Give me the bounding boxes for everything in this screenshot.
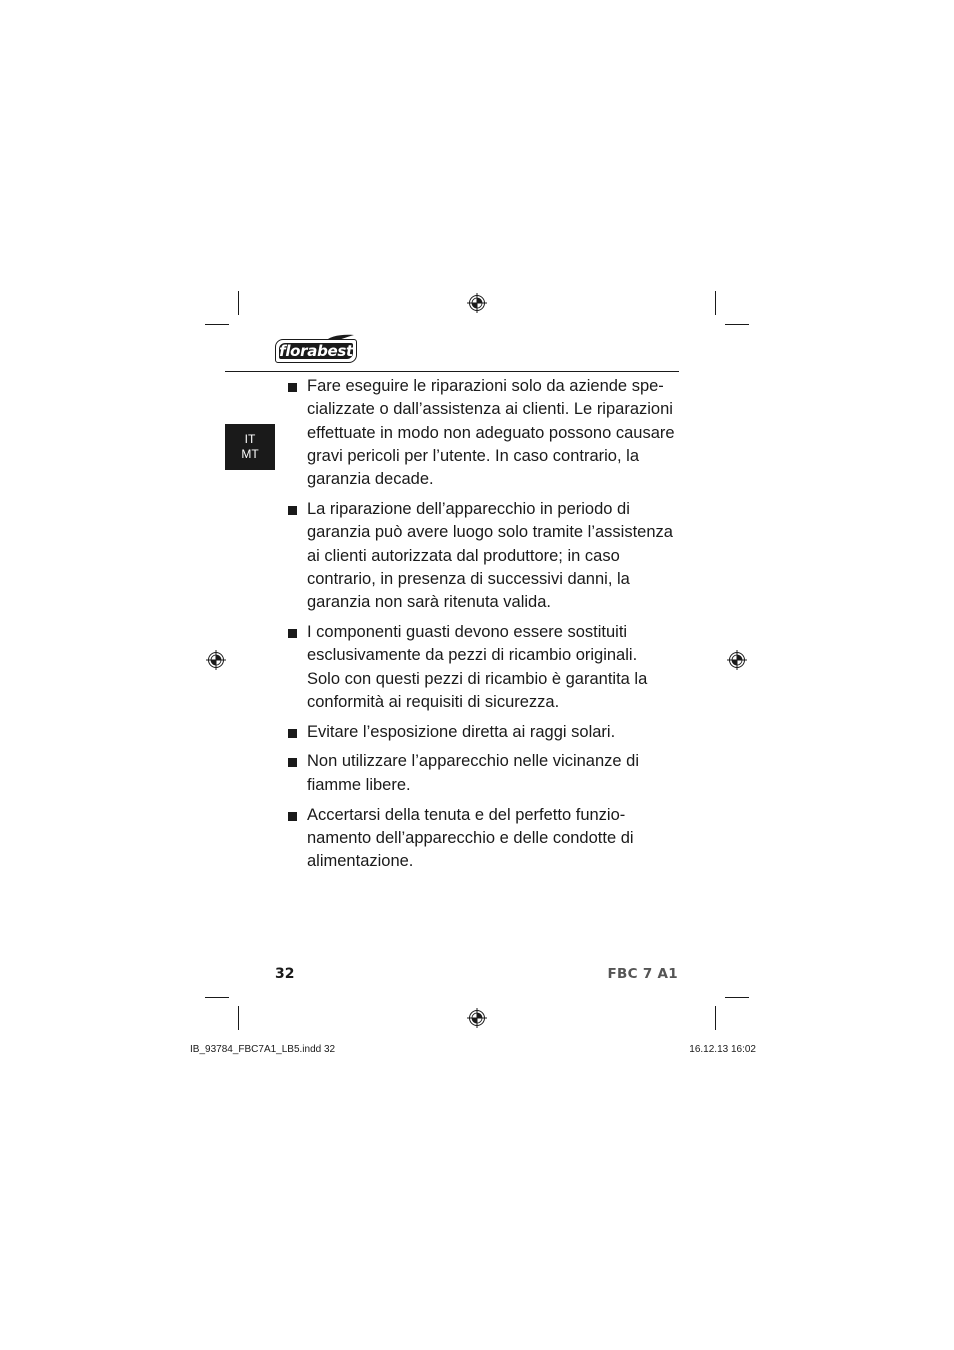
model-number: FBC 7 A1: [607, 966, 678, 982]
language-code-it: IT: [244, 432, 256, 446]
list-item-text: Non utilizzare l’apparecchio nelle vicinanze di: [307, 752, 640, 771]
list-item: [285, 621, 685, 714]
language-tab: [225, 424, 275, 470]
list-item-text: I componenti guasti devono essere sostituiti: [307, 622, 628, 641]
logo-wordmark: florabest: [279, 342, 353, 360]
bullet-square-icon: [288, 758, 297, 767]
page-number: 32: [275, 966, 295, 982]
list-item: [285, 750, 685, 797]
header-rule: [225, 371, 679, 372]
list-item-text: garanzia non sarà ritenuta valida.: [307, 593, 551, 612]
list-item: [285, 721, 685, 744]
bullet-square-icon: [288, 383, 297, 392]
language-code-mt: MT: [241, 447, 259, 461]
crop-mark-bottom-right-h: [725, 997, 749, 998]
list-item-text: namento dell’apparecchio e delle condotte di: [307, 828, 634, 847]
list-item-text: contrario, in presenza di successivi danni, la: [307, 569, 630, 588]
print-slug-datetime: 16.12.13 16:02: [689, 1044, 756, 1055]
list-item-text: Solo con questi pezzi di ricambio è garantita la: [307, 669, 648, 688]
list-item-text: garanzia decade.: [307, 470, 434, 489]
list-item-text: Fare eseguire le riparazioni solo da aziende spe-: [307, 377, 664, 395]
list-item-text: alimentazione.: [307, 852, 414, 871]
crop-mark-bottom-right-v: [715, 1006, 716, 1030]
list-item-text: fiamme libere.: [307, 775, 411, 794]
bullet-square-icon: [288, 629, 297, 638]
list-item-text: cializzate o dall’assistenza ai clienti. Le riparazioni: [307, 400, 673, 419]
registration-target-icon: [206, 650, 226, 670]
list-item-text: esclusivamente da pezzi di ricambio originali.: [307, 646, 638, 665]
bullet-square-icon: [288, 729, 297, 738]
crop-mark-top-left-h: [205, 324, 229, 325]
crop-mark-bottom-left-v: [238, 1006, 239, 1030]
bullet-square-icon: [288, 812, 297, 821]
registration-target-icon: [467, 1008, 487, 1028]
print-slug-file: IB_93784_FBC7A1_LB5.indd 32: [190, 1044, 336, 1055]
list-item-text: effettuate in modo non adeguato possono causare: [307, 423, 675, 442]
list-item-text: garanzia può avere luogo solo tramite l’assistenza: [307, 523, 673, 542]
list-item-text: La riparazione dell’apparecchio in periodo di: [307, 499, 630, 518]
list-item-text: Accertarsi della tenuta e del perfetto funzio-: [307, 805, 626, 824]
list-item-text: Evitare l’esposizione diretta ai raggi solari.: [307, 722, 616, 741]
crop-mark-bottom-left-h: [205, 997, 229, 998]
registration-target-icon: [727, 650, 747, 670]
list-item: [285, 375, 685, 491]
list-item: [285, 804, 685, 874]
crop-mark-top-right-h: [725, 324, 749, 325]
bullet-square-icon: [288, 506, 297, 515]
crop-mark-top-left-v: [238, 291, 239, 315]
list-item-text: ai clienti autorizzata dal produttore; in caso: [307, 546, 620, 565]
crop-mark-top-right-v: [715, 291, 716, 315]
registration-target-icon: [467, 293, 487, 313]
safety-instructions-list: [285, 375, 685, 880]
list-item-text: conformità ai requisiti di sicurezza.: [307, 692, 560, 711]
brand-logo: [275, 334, 359, 364]
list-item-text: gravi pericoli per l’utente. In caso contrario, la: [307, 446, 639, 465]
list-item: [285, 498, 685, 614]
